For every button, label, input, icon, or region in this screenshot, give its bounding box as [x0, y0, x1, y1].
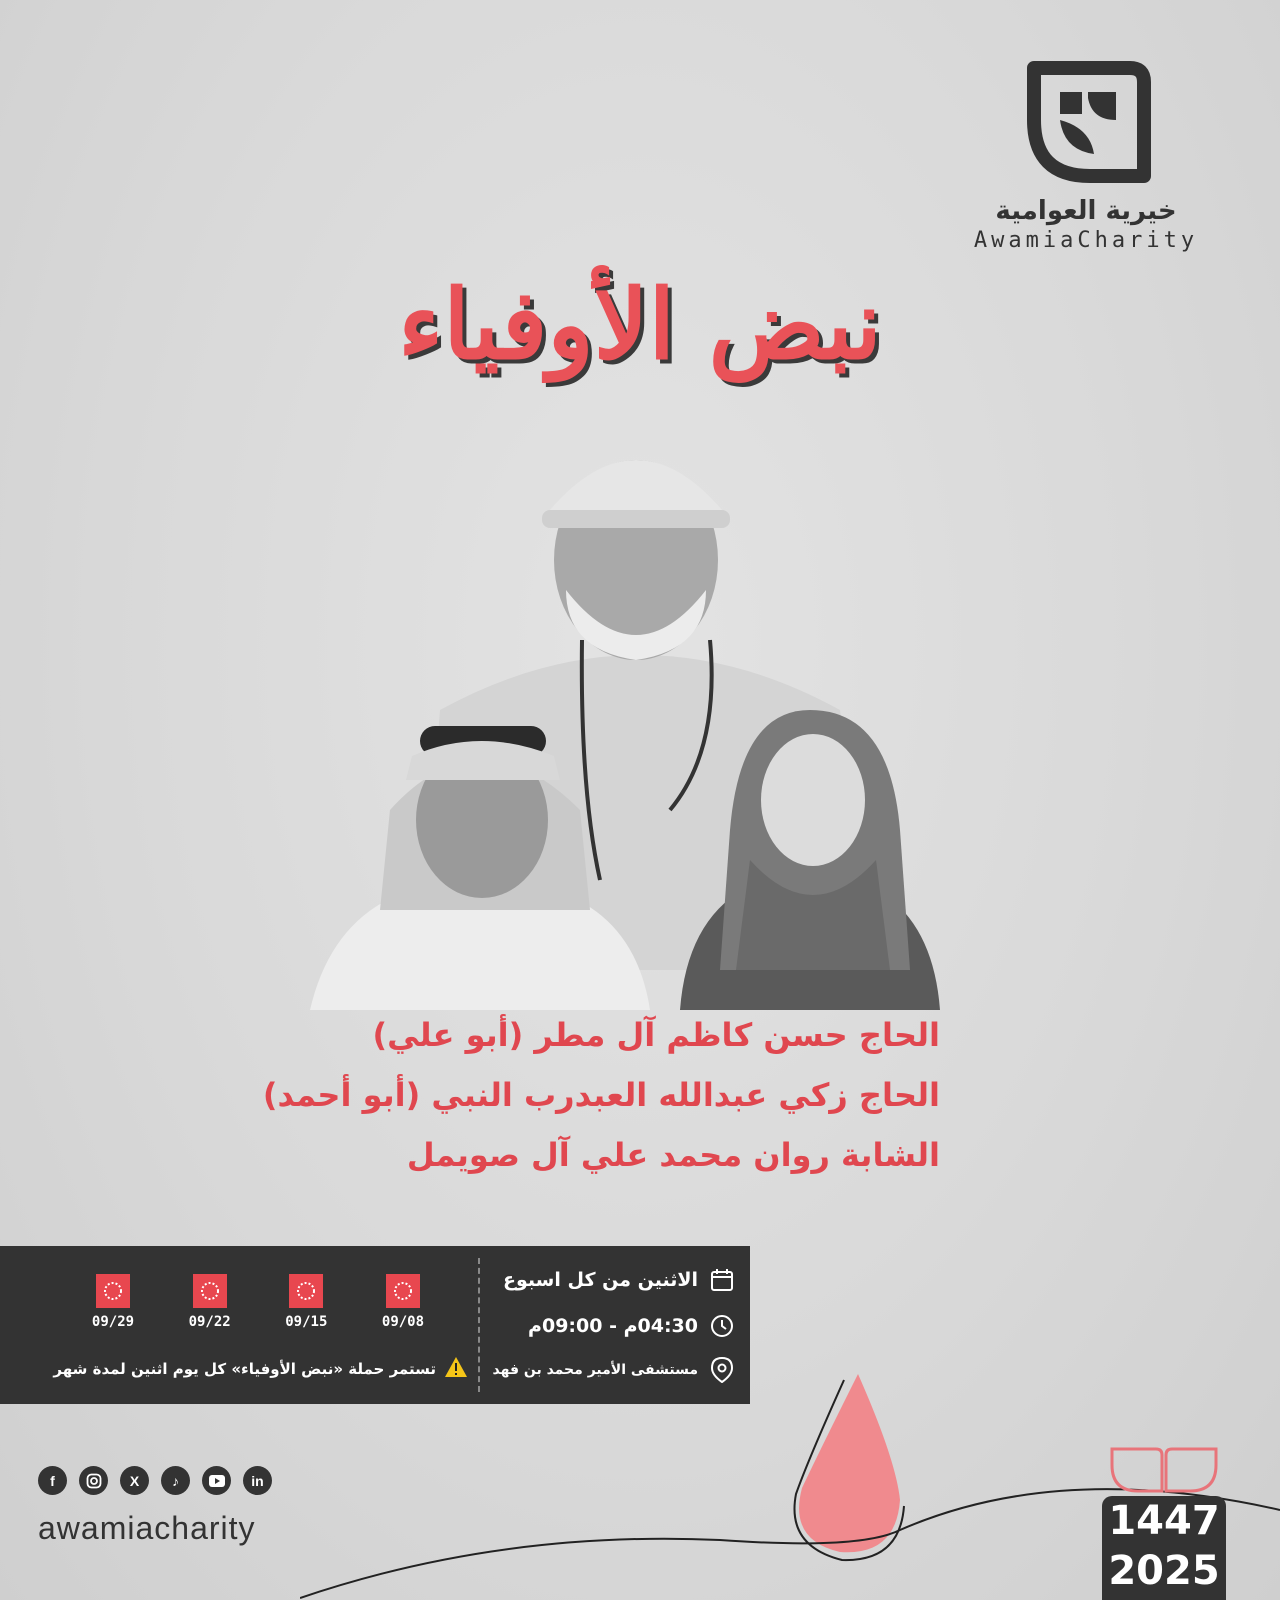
social-links	[38, 1466, 272, 1495]
facebook-icon[interactable]: f	[38, 1466, 67, 1495]
warning-icon	[444, 1356, 468, 1382]
tiktok-icon[interactable]: ♪	[161, 1466, 190, 1495]
honoree-name: الشابة روان محمد علي آل صويمل	[406, 1136, 940, 1174]
date-item	[368, 1274, 438, 1330]
date-label: 09/08	[381, 1314, 425, 1330]
date-circle-icon	[386, 1274, 420, 1308]
campaign-dates	[78, 1274, 438, 1330]
schedule-location: مستشفى الأمير محمد بن فهد	[492, 1362, 698, 1378]
location-pin-icon	[708, 1356, 736, 1384]
date-circle-icon	[289, 1274, 323, 1308]
x-icon[interactable]: X	[120, 1466, 149, 1495]
gregorian-year: 2025	[1108, 1548, 1220, 1594]
calendar-icon	[708, 1266, 736, 1294]
social-handle[interactable]: awamiacharity	[38, 1510, 256, 1546]
schedule-time-row	[528, 1312, 736, 1340]
date-item	[78, 1274, 148, 1330]
hijri-year: 1447	[1108, 1498, 1220, 1544]
schedule-location-row	[492, 1356, 736, 1384]
date-circle-icon	[193, 1274, 227, 1308]
date-item	[271, 1274, 341, 1330]
linkedin-icon[interactable]: in	[243, 1466, 272, 1495]
instagram-icon[interactable]	[79, 1466, 108, 1495]
logo-arabic-name: خيرية العوامية	[995, 196, 1177, 226]
honoree-name: الحاج حسن كاظم آل مطر (أبو علي)	[372, 1016, 940, 1054]
schedule-time: 04:30م - 09:00م	[528, 1315, 698, 1337]
panel-divider	[478, 1258, 480, 1392]
honorees-list	[262, 1005, 940, 1185]
year-badge	[1102, 1496, 1226, 1600]
campaign-title: نبض الأوفياء	[398, 268, 882, 381]
honoree-name: الحاج زكي عبدالله العبدرب النبي (أبو أحمد)	[262, 1076, 940, 1114]
charity-logo	[966, 58, 1206, 253]
schedule-day-row	[503, 1266, 736, 1294]
youtube-icon[interactable]	[202, 1466, 231, 1495]
notice-text: تستمر حملة «نبض الأوفياء» كل يوم اثنين لمدة شهر	[53, 1360, 436, 1378]
campaign-notice	[18, 1356, 468, 1382]
logo-english-name: AwamiaCharity	[973, 228, 1199, 253]
info-panel	[0, 1246, 750, 1404]
date-label: 09/22	[188, 1314, 231, 1330]
date-label: 09/15	[285, 1314, 328, 1330]
date-circle-icon	[96, 1274, 130, 1308]
date-label: 09/29	[91, 1314, 135, 1330]
date-item	[175, 1274, 245, 1330]
leaf-emblem-icon	[1108, 1445, 1220, 1495]
charity-logo-icon	[1020, 58, 1152, 190]
schedule-day: الاثنين من كل اسبوع	[503, 1269, 698, 1291]
clock-icon	[708, 1312, 736, 1340]
honorees-portraits	[310, 410, 970, 1030]
